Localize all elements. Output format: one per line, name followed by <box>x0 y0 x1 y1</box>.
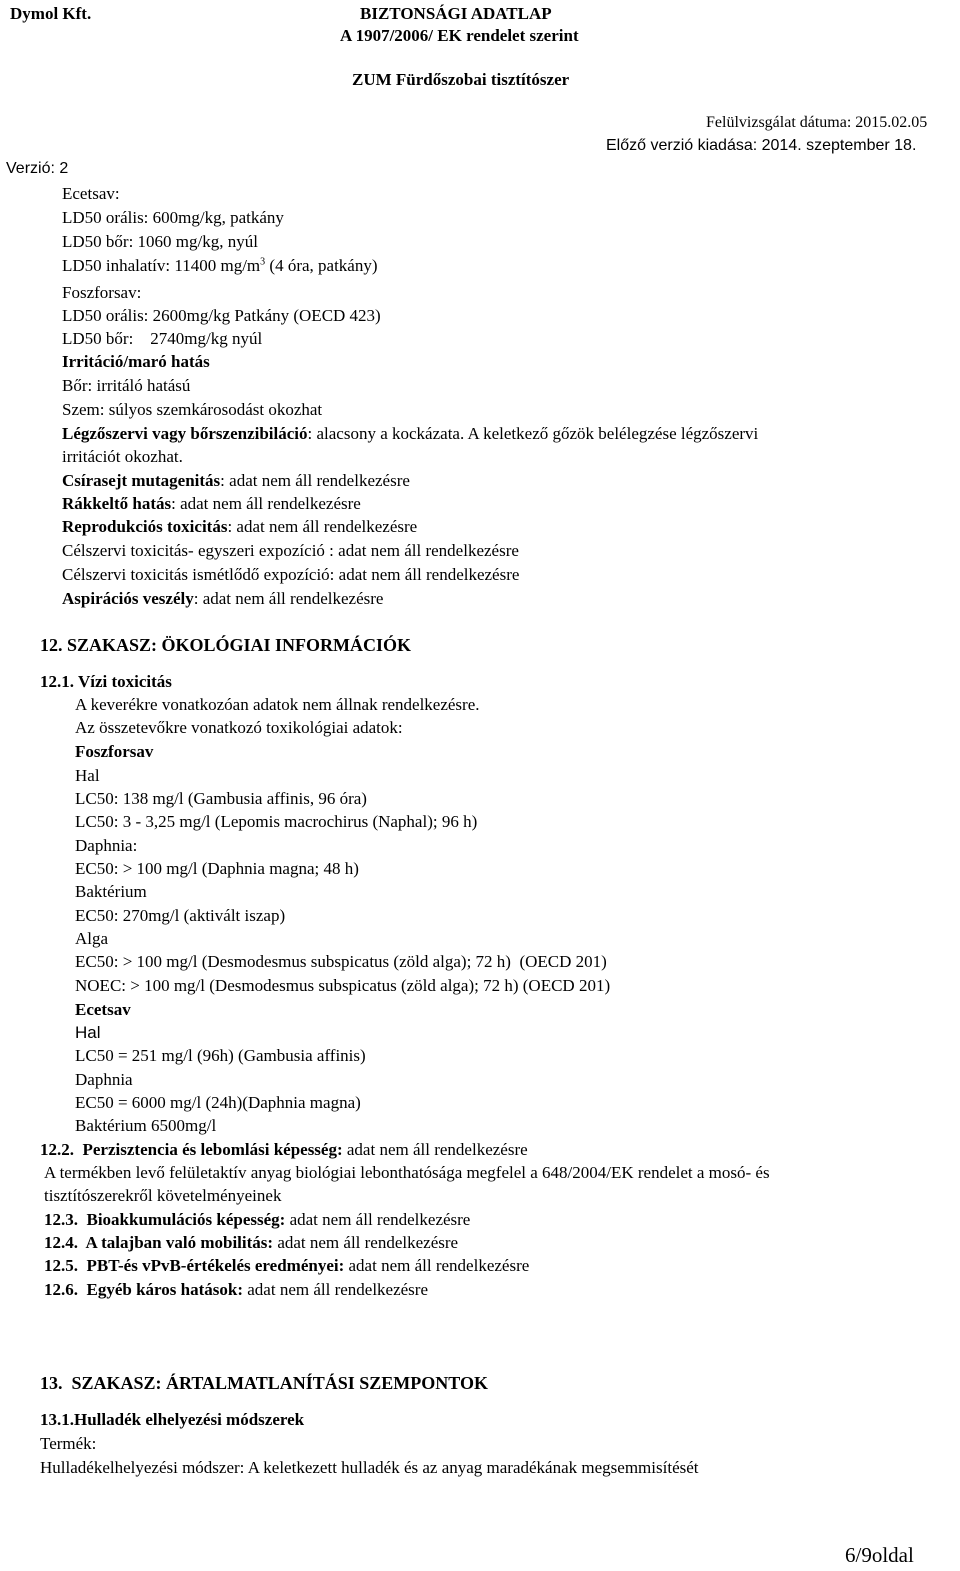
eye-irrit: Szem: súlyos szemkárosodást okozhat <box>62 400 323 419</box>
bact2-label: Baktérium 6500mg/l <box>75 1116 217 1135</box>
daphnia-label: Daphnia <box>75 1070 133 1089</box>
acetic-oral: LD50 orális: 600mg/kg, patkány <box>62 208 284 227</box>
carc-text: : adat nem áll rendelkezésre <box>171 494 361 513</box>
bact-label: Baktérium <box>75 882 147 901</box>
irrit-title: Irritáció/maró hatás <box>62 352 210 371</box>
revision-date: Felülvizsgálat dátuma: 2015.02.05 <box>706 114 928 131</box>
repro-label: Reprodukciós toxicitás <box>62 517 228 536</box>
carc-label: Rákkeltő hatás <box>62 494 172 513</box>
s2-text: adat nem áll rendelkezésre <box>342 1140 528 1159</box>
s4-text: adat nem áll rendelkezésre <box>273 1233 459 1252</box>
s5-label: 12.5. PBT-és vPvB-értékelés eredményei: <box>44 1256 345 1275</box>
product-label: Termék: <box>40 1434 97 1453</box>
section-12-4 <box>44 1233 458 1253</box>
phos-name: Foszforsav <box>75 742 154 761</box>
fish2-label: Hal <box>75 1023 101 1042</box>
stot-repeat: Célszervi toxicitás ismétlődő expozíció: adat nem áll rendelkezésre <box>62 565 520 584</box>
ec50-daphnia: EC50: > 100 mg/l (Daphnia magna; 48 h) <box>75 859 359 878</box>
page-number: 6/9oldal <box>845 1543 914 1567</box>
s2-para2: tisztítószerekről követelményeinek <box>44 1186 282 1205</box>
version: Verzió: 2 <box>6 160 69 177</box>
repro-text: : adat nem áll rendelkezésre <box>227 517 418 536</box>
acetic-name: Ecetsav <box>75 1000 131 1019</box>
daphnia-colon: Daphnia: <box>75 836 138 855</box>
company-name: Dymol Kft. <box>10 4 92 23</box>
acetic-inhal-sup: 3 <box>260 256 266 268</box>
disposal-method: Hulladékelhelyezési módszer: A keletkezett hulladék és az anyag maradékának megsemmisítését <box>40 1458 699 1477</box>
acetic-inhal <box>62 256 378 276</box>
section-12-6 <box>44 1280 428 1300</box>
phos-skin: LD50 bőr: 2740mg/kg nyúl <box>62 329 263 348</box>
fish-label: Hal <box>75 766 100 785</box>
ec50-3: EC50 = 6000 mg/l (24h)(Daphnia magna) <box>75 1093 361 1112</box>
alga-label: Alga <box>75 929 109 948</box>
regulation: A 1907/2006/ EK rendelet szerint <box>340 26 579 45</box>
reproductive <box>62 517 417 537</box>
lc50-1: LC50: 138 mg/l (Gambusia affinis, 96 óra) <box>75 789 367 808</box>
germ-text: : adat nem áll rendelkezésre <box>220 471 410 490</box>
lc50-2: LC50: 3 - 3,25 mg/l (Lepomis macrochirus (Naphal); 96 h) <box>75 812 478 831</box>
stot-single: Célszervi toxicitás- egyszeri expozíció : adat nem áll rendelkezésre <box>62 541 519 560</box>
ec50-bact: EC50: 270mg/l (aktivált iszap) <box>75 906 286 925</box>
phos-oral: LD50 orális: 2600mg/kg Patkány (OECD 423) <box>62 306 381 325</box>
resp-text: : alacsony a kockázata. A keletkező gőzök belélegzése légzőszervi <box>307 424 759 443</box>
doc-title: BIZTONSÁGI ADATLAP <box>360 4 552 23</box>
phos-title: Foszforsav: <box>62 283 142 302</box>
s2-para1: A termékben levő felületaktív anyag biológiai lebonthatósága megfelel a 648/2004/EK rendelet a mosó- és <box>44 1163 770 1182</box>
s6-label: 12.6. Egyéb káros hatások: <box>44 1280 243 1299</box>
section-12-1-title: 12.1. Vízi toxicitás <box>40 672 172 691</box>
s4-label: 12.4. A talajban való mobilitás: <box>44 1233 274 1252</box>
section-13-1-title: 13.1.Hulladék elhelyezési módszerek <box>40 1410 305 1429</box>
section-12-title: 12. SZAKASZ: ÖKOLÓGIAI INFORMÁCIÓK <box>40 635 412 655</box>
acetic-inhal-b: (4 óra, patkány) <box>265 256 378 275</box>
lc50-3: LC50 = 251 mg/l (96h) (Gambusia affinis) <box>75 1046 366 1065</box>
s5-text: adat nem áll rendelkezésre <box>344 1256 530 1275</box>
aspiration <box>62 589 383 609</box>
acetic-inhal-a: LD50 inhalatív: 11400 mg/m <box>62 256 261 275</box>
noec-alga: NOEC: > 100 mg/l (Desmodesmus subspicatus (zöld alga); 72 h) (OECD 201) <box>75 976 611 995</box>
asp-text: : adat nem áll rendelkezésre <box>193 589 384 608</box>
section-12-2 <box>40 1140 528 1160</box>
skin-irrit: Bőr: irritáló hatású <box>62 376 191 395</box>
section-12-3 <box>44 1210 470 1230</box>
s3-text: adat nem áll rendelkezésre <box>285 1210 471 1229</box>
resp-text2: irritációt okozhat. <box>62 447 183 466</box>
germ-label: Csírasejt mutagenitás <box>62 471 221 490</box>
resp-sens <box>62 424 758 444</box>
section-12-5 <box>44 1256 529 1276</box>
asp-label: Aspirációs veszély <box>62 589 194 608</box>
previous-version: Előző verzió kiadása: 2014. szeptember 18. <box>606 137 917 154</box>
section-13-title: 13. SZAKASZ: ÁRTALMATLANÍTÁSI SZEMPONTOK <box>40 1373 488 1393</box>
comp-note: Az összetevőkre vonatkozó toxikológiai adatok: <box>75 718 403 737</box>
s6-text: adat nem áll rendelkezésre <box>243 1280 429 1299</box>
carcinogenic <box>62 494 361 514</box>
s2-label: 12.2. Perzisztencia és lebomlási képesség: <box>40 1140 343 1159</box>
acetic-title: Ecetsav: <box>62 184 120 203</box>
ec50-alga: EC50: > 100 mg/l (Desmodesmus subspicatus (zöld alga); 72 h) (OECD 201) <box>75 952 607 971</box>
s3-label: 12.3. Bioakkumulációs képesség: <box>44 1210 286 1229</box>
germ-cell <box>62 471 410 491</box>
acetic-skin: LD50 bőr: 1060 mg/kg, nyúl <box>62 232 258 251</box>
mix-note: A keverékre vonatkozóan adatok nem állnak rendelkezésre. <box>75 695 480 714</box>
product-name: ZUM Fürdőszobai tisztítószer <box>352 70 570 89</box>
resp-label: Légzőszervi vagy bőrszenzibiláció <box>62 424 308 443</box>
